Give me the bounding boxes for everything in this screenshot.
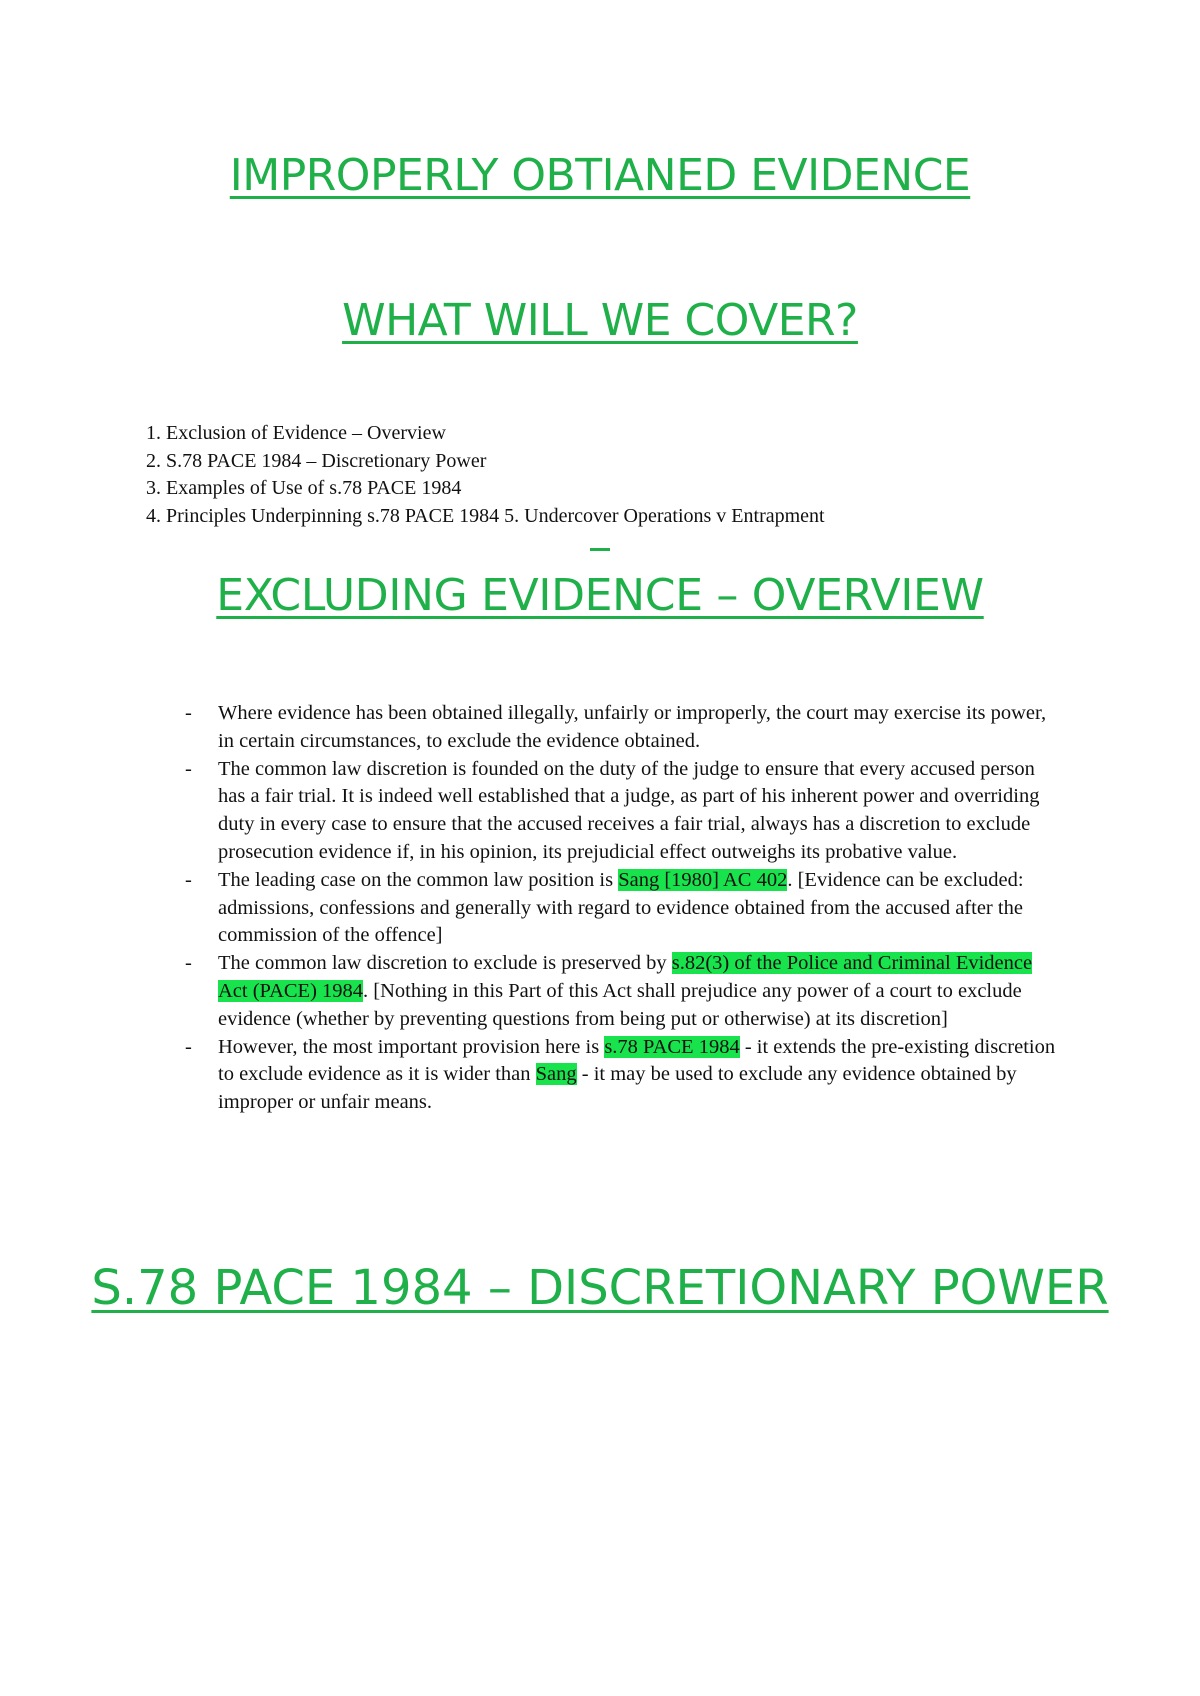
highlighted-citation: s.82(3) of the Police and Criminal Evidence Act (PACE) 1984 [218, 952, 1033, 1002]
overview-heading: EXCLUDING EVIDENCE – OVERVIEW [216, 570, 984, 621]
bullet-text: - it may be used to exclude any evidence obtained by improper or unfair means. [218, 1063, 1017, 1114]
bullet-item [185, 756, 1065, 867]
bullet-text: The leading case on the common law position is [218, 868, 619, 891]
bullet-text: The common law discretion is founded on the duty of the judge to ensure that every accused person has a fair trial. It is indeed well established that a judge, as part of his inherent power and overriding duty in every case to ensure that the accused receives a fair trial, always has a discretion to exclude prosecution evidence if, in his opinion, its prejudicial effect outweighs its probative value. [218, 757, 1040, 863]
bullet-text: . [Nothing in this Part of this Act shall prejudice any power of a court to exclude evidence (whether by preventing questions from being put or otherwise) at its discretion] [218, 979, 1022, 1030]
highlighted-citation: Sang [535, 1063, 577, 1086]
bullet-item [185, 867, 1065, 950]
s78-heading: S.78 PACE 1984 – DISCRETIONARY POWER [91, 1260, 1109, 1316]
underline-mark [590, 548, 610, 551]
bullet-item [185, 1034, 1065, 1117]
document-title: IMPROPERLY OBTIANED EVIDENCE [229, 150, 971, 201]
overview-bullets [185, 700, 1065, 1117]
list-item: 4. Principles Underpinning s.78 PACE 1984 5. Undercover Operations v Entrapment [146, 504, 825, 527]
bullet-item [185, 950, 1065, 1033]
list-item: 2. S.78 PACE 1984 – Discretionary Power [146, 449, 487, 472]
bullet-text: Where evidence has been obtained illegally, unfairly or improperly, the court may exercise its power, in certain circumstances, to exclude the evidence obtained. [218, 702, 1047, 752]
highlighted-citation: s.78 PACE 1984 [604, 1035, 740, 1058]
cover-heading: WHAT WILL WE COVER? [342, 295, 858, 346]
bullet-text: The common law discretion to exclude is preserved by [218, 952, 672, 975]
bullet-text: - it extends the pre-existing discretion to exclude evidence as it is wider than [218, 1035, 1056, 1086]
bullet-text: . [Evidence can be excluded: admissions, confessions and generally with regard to evidence obtained from the accused after the commission of the offence] [218, 868, 1024, 947]
bullet-item [185, 700, 1065, 756]
list-item: 1. Exclusion of Evidence – Overview [146, 422, 446, 444]
list-item: 3. Examples of Use of s.78 PACE 1984 [146, 477, 462, 499]
bullet-text: However, the most important provision here is [218, 1035, 605, 1058]
cover-list [146, 420, 825, 530]
highlighted-citation: Sang [1980] AC 402 [618, 868, 788, 891]
